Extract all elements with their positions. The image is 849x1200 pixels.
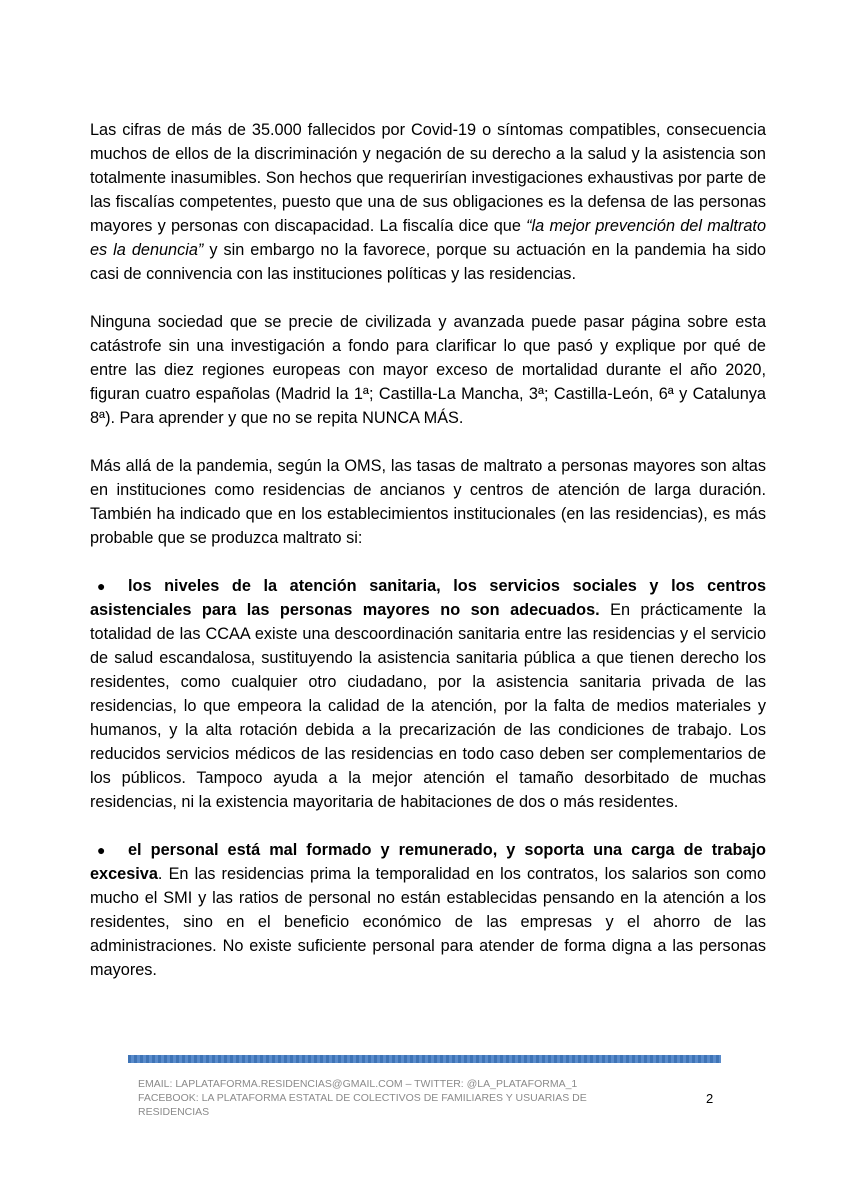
bullet-body: . En las residencias prima la temporalidad en los contratos, los salarios son como mucho el SMI y las ratios de personal no están establecidas pensando en la atención a los residentes, sino en el beneficio económico de las empresas y el ahorro de las administraciones. No existe suficiente personal para atender de forma digna a las personas mayores. (90, 865, 766, 979)
paragraph-text: Las cifras de más de 35.000 fallecidos por Covid-19 o síntomas compatibles, consecuencia muchos de ellos de la discriminación y negación de su derecho a la salud y la asistencia son totalmente inasumibles. Son hechos que requerirían investigaciones exhaustivas por parte de las fiscalías competentes, puesto que una de sus obligaciones es la defensa de las personas mayores y personas con discapacidad. La fiscalía dice que (90, 121, 766, 235)
footer-divider (128, 1055, 721, 1063)
list-item (90, 574, 766, 814)
paragraph-text: y sin embargo no la favorece, porque su actuación en la pandemia ha sido casi de connivencia con las instituciones políticas y las residencias. (90, 241, 766, 283)
footer-facebook: FACEBOOK: LA PLATAFORMA ESTATAL DE COLECTIVOS DE FAMILIARES Y USUARIAS DE RESIDENCIAS (138, 1092, 587, 1118)
bullet-icon: ● (97, 842, 106, 858)
paragraph-covid-figures (90, 118, 766, 286)
paragraph-oms: Más allá de la pandemia, según la OMS, las tasas de maltrato a personas mayores son altas en instituciones como residencias de ancianos y centros de atención de larga duración. También ha indicado que en los establecimientos institucionales (en las residencias), es más probable que se produzca maltrato si: (90, 457, 766, 547)
footer-contact (138, 1077, 618, 1119)
quote-text: “la mejor prevención del maltrato es la denuncia” (90, 217, 767, 259)
page-number: 2 (706, 1091, 714, 1106)
document-body (90, 118, 766, 1006)
bullet-body: En prácticamente la totalidad de las CCAA existe una descoordinación sanitaria entre las residencias y el servicio de salud escandalosa, sustituyendo la asistencia sanitaria pública a que tienen derecho los residentes, como cualquier otro ciudadano, por la asistencia sanitaria privada de las residencias, lo que empeora la calidad de la atención, por la falta de medios materiales y humanos, y la alta rotación debida a la precarización de las condiciones de trabajo. Los reducidos servicios médicos de las residencias en todo caso deben ser complementarios de los públicos. Tampoco ayuda a la mejor atención el tamaño desorbitado de muchas residencias, ni la existencia mayoritaria de habitaciones de dos o más residentes. (90, 601, 766, 811)
bullet-icon: ● (97, 578, 106, 594)
list-item (90, 838, 766, 982)
bullet-heading: el personal está mal formado y remunerado, y soporta una carga de trabajo excesiva (90, 841, 766, 883)
paragraph-investigation: Ninguna sociedad que se precie de civilizada y avanzada puede pasar página sobre esta catástrofe sin una investigación a fondo para clarificar lo que pasó y explique por qué de entre las diez regiones europeas con mayor exceso de mortalidad durante el año 2020, figuran cuatro españolas (Madrid la 1ª; Castilla-La Mancha, 3ª; Castilla-León, 6ª y Catalunya 8ª). Para aprender y que no se repita NUNCA MÁS. (90, 313, 766, 427)
bullet-heading: los niveles de la atención sanitaria, los servicios sociales y los centros asistenciales para las personas mayores no son adecuados. (90, 577, 766, 619)
footer-email-twitter: EMAIL: LAPLATAFORMA.RESIDENCIAS@GMAIL.COM – TWITTER: @LA_PLATAFORMA_1 (138, 1078, 578, 1090)
